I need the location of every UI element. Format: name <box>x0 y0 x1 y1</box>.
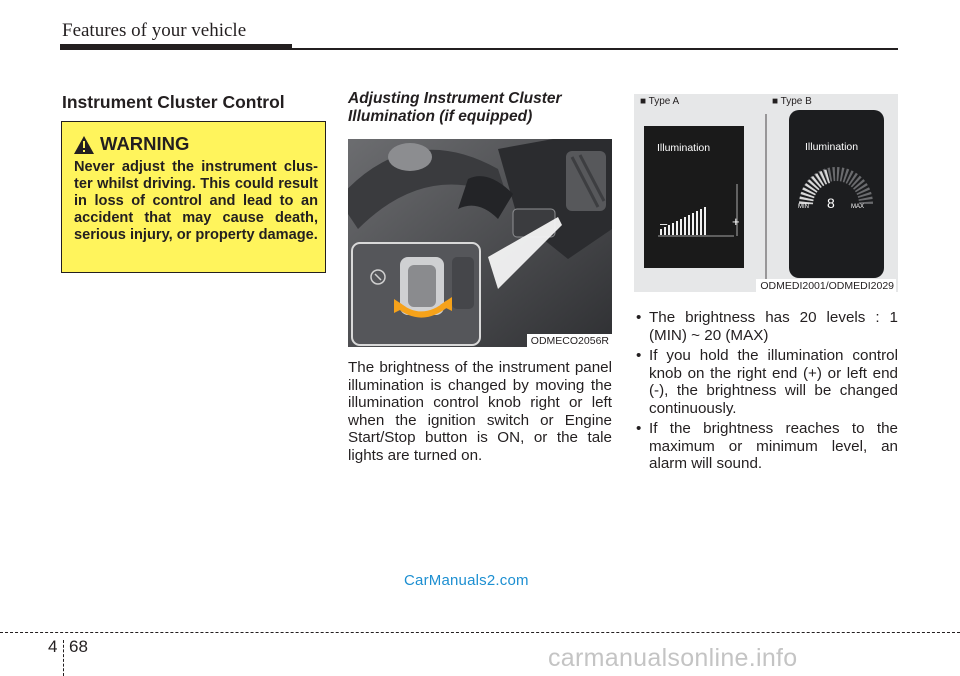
section-heading: Instrument Cluster Control <box>62 92 285 112</box>
photo-caption-code: ODMECO2056R <box>527 334 612 347</box>
min-label: MIN <box>798 204 809 210</box>
body-paragraph: The brightness of the instrument panel illumination is changed by moving the illumination control knob right or left when the ignition switch or Engine Start/Stop button is ON, or the tale lights are turned on. <box>348 359 612 464</box>
plus-sign: + <box>732 214 740 229</box>
footer-dashed-rule <box>0 632 960 633</box>
cluster-figure <box>634 94 898 292</box>
warning-title: WARNING <box>100 133 190 154</box>
dashboard-illustration <box>348 139 612 347</box>
figure-caption-code: ODMEDI2001/ODMEDI2029 <box>756 279 896 292</box>
watermark-link[interactable]: CarManuals2.com <box>404 572 529 589</box>
site-watermark: carmanualsonline.info <box>548 644 798 672</box>
header-rule <box>60 48 898 50</box>
page-number: 68 <box>69 637 88 656</box>
type-b-label: ■ Type B <box>772 96 812 107</box>
type-a-label: ■ Type A <box>640 96 680 107</box>
bullet-item: • If the brightness reaches to the maximum or minimum level, an alarm will sound. <box>634 420 898 473</box>
type-b-screen-title: Illumination <box>805 141 859 153</box>
warning-text: Never adjust the instrument clus-ter whilst driving. This could result in loss of control and lead to an accident that may cause death, serious injury, or property damage. <box>74 159 318 243</box>
page-section-number: 4 <box>48 637 58 656</box>
subsection-heading <box>348 90 562 126</box>
footer-dashed-divider <box>63 640 64 676</box>
subsection-heading-line2: Illumination (if equipped) <box>348 108 533 125</box>
cluster-illustration <box>634 94 898 292</box>
warning-box <box>61 121 326 273</box>
level-value: 8 <box>827 195 835 211</box>
minus-sign: – <box>660 216 668 231</box>
dashboard-photo <box>348 139 612 347</box>
bullet-item: • The brightness has 20 levels : 1 (MIN) ~ 20 (MAX) <box>634 309 898 344</box>
bullet-list <box>634 309 898 476</box>
type-a-screen-title: Illumination <box>657 142 711 154</box>
bullet-item: • If you hold the illumination control knob on the right end (+) or left end (-), the brightness will be changed continuously. <box>634 347 898 417</box>
warning-triangle-icon <box>74 136 94 154</box>
max-label: MAX <box>851 204 865 210</box>
subsection-heading-line1: Adjusting Instrument Cluster <box>348 90 562 107</box>
page-header-title: Features of your vehicle <box>62 20 247 41</box>
